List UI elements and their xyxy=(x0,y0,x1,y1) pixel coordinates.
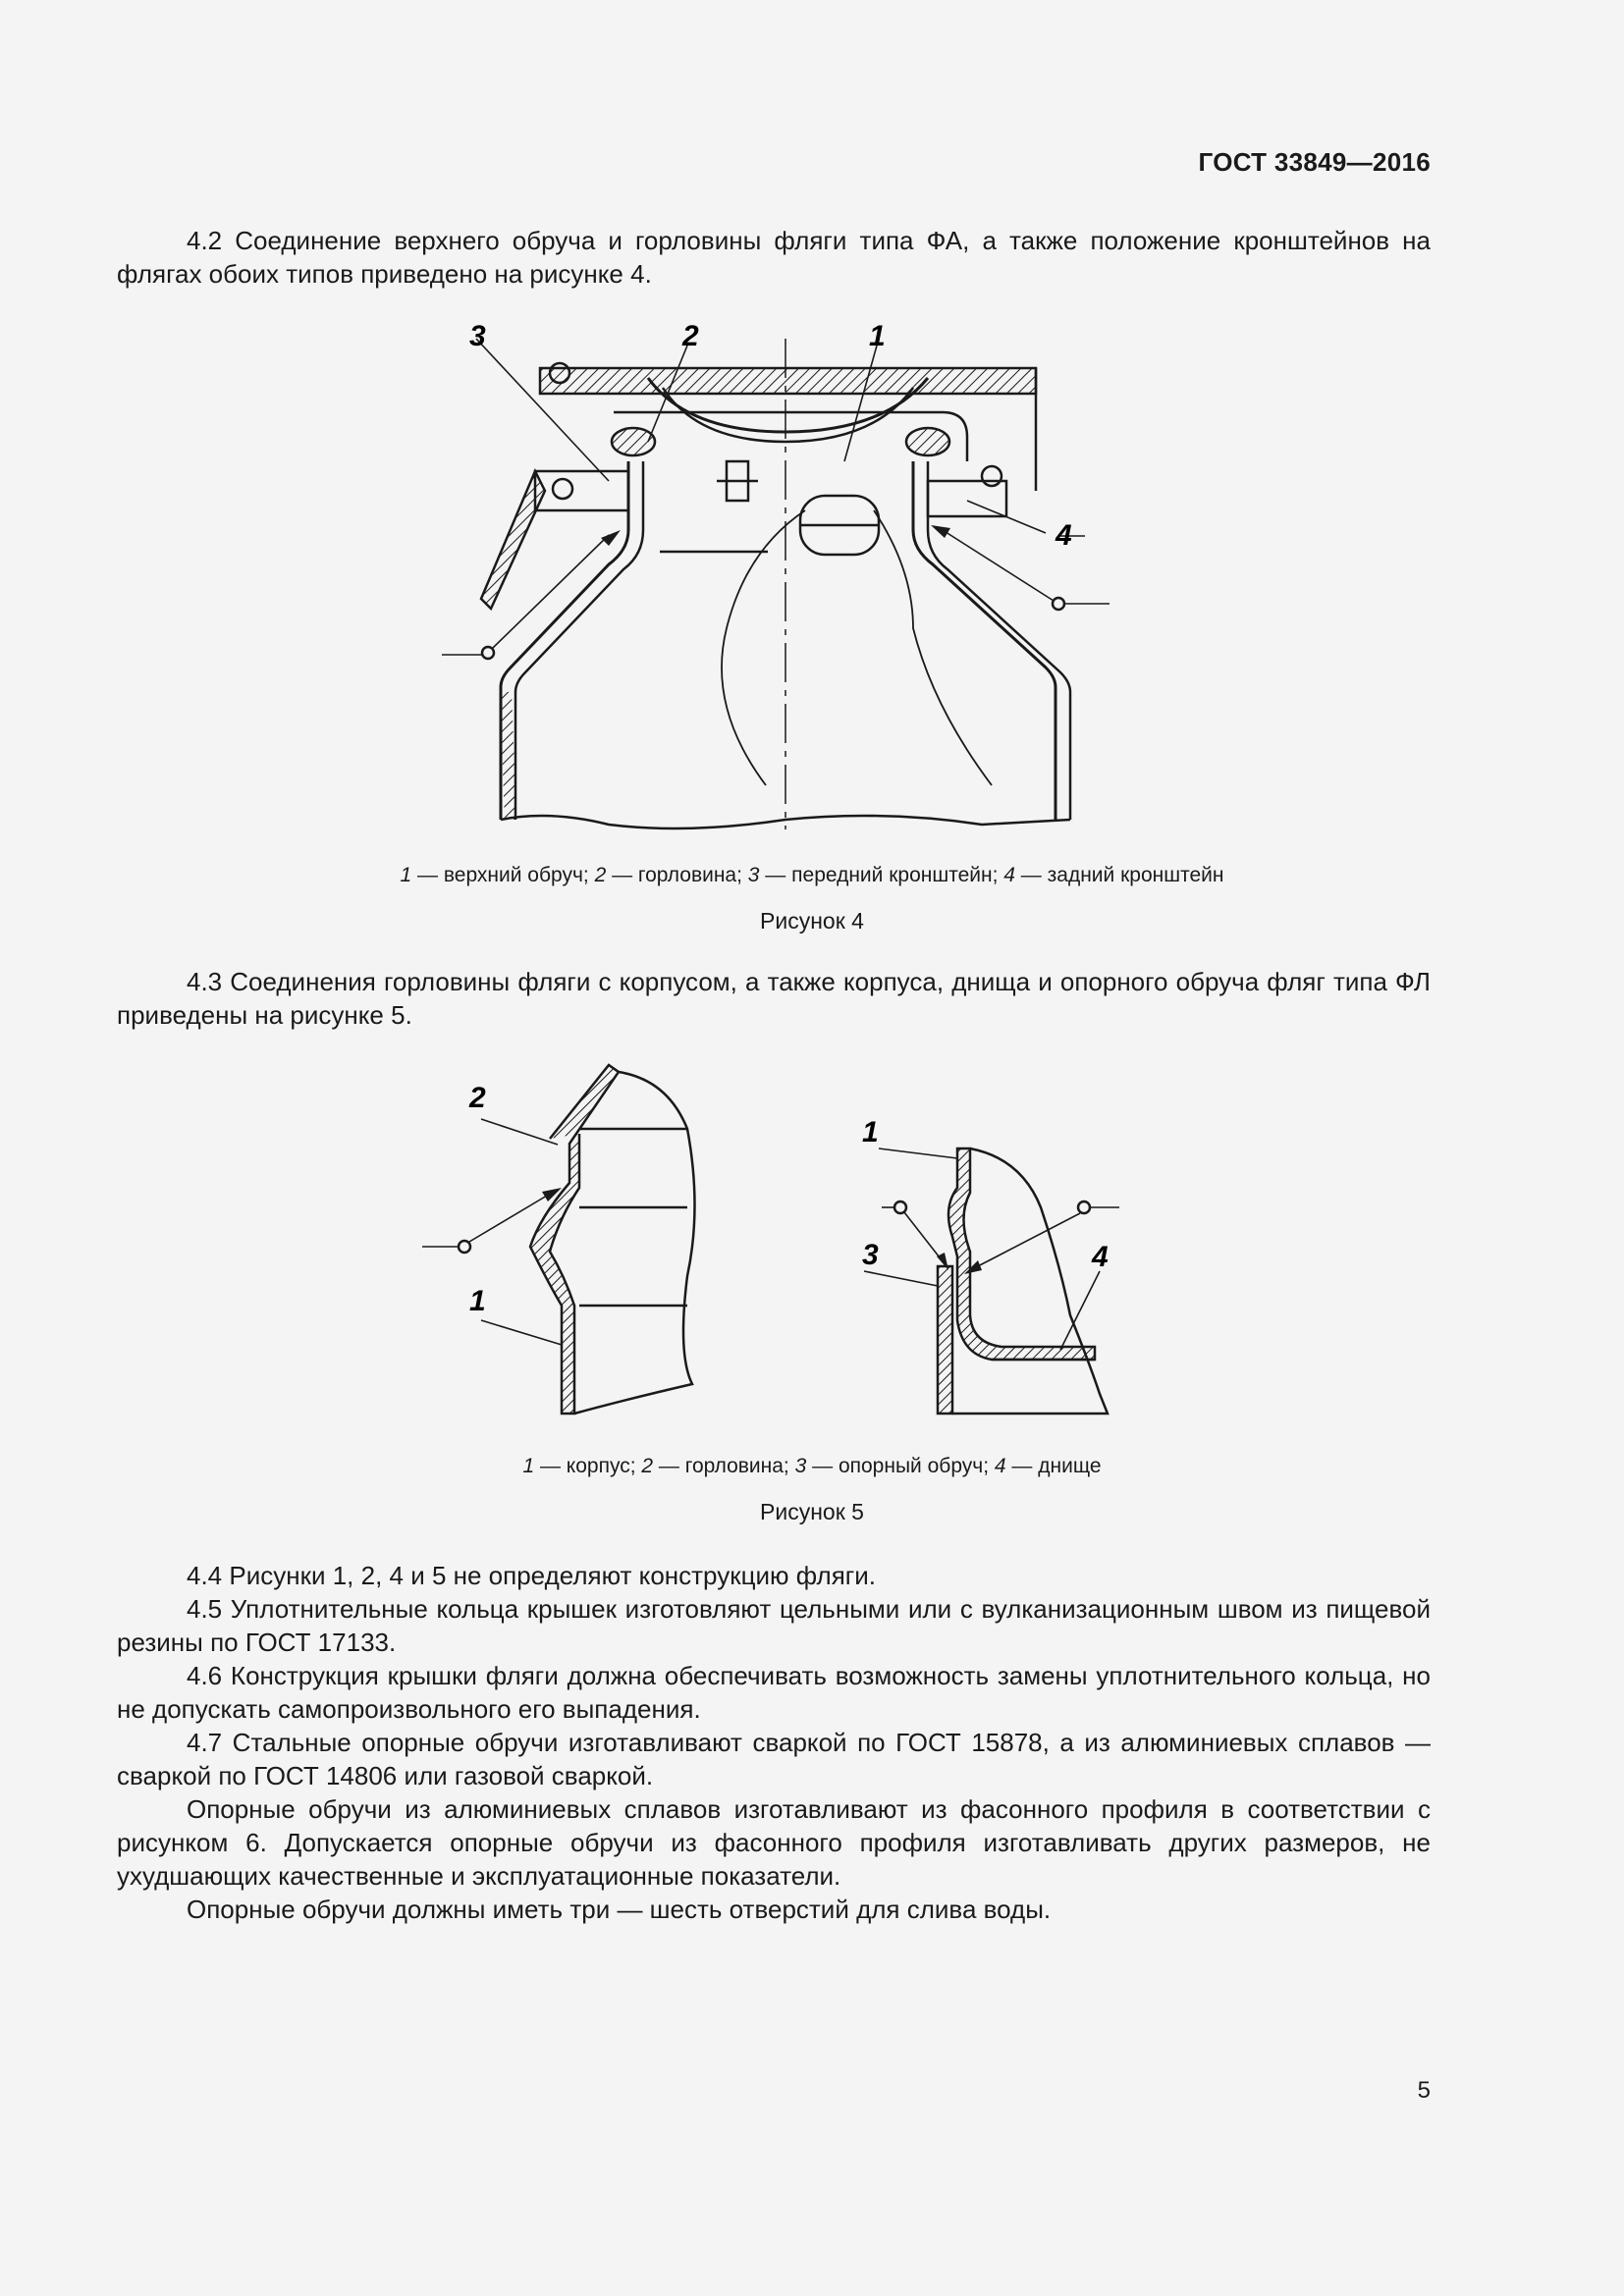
fig5-left-label-1: 1 xyxy=(469,1285,486,1317)
paragraph-4-3: 4.3 Соединения горловины фляги с корпусом, а также корпуса, днища и опорного обруча фляг типа ФЛ приведены на рисунке 5. xyxy=(117,967,1431,1030)
fig5-right-label-3: 3 xyxy=(862,1239,879,1271)
paragraph-profile: Опорные обручи из алюминиевых сплавов изготавливают из фасонного профиля в соответствии с рисунком 6. Допускается опорные обручи из фасонного профиля изготавливать других размеров, не ухудшающих качественные и эксплуатационные показатели. xyxy=(117,1794,1431,1891)
fig4-legend-text-2: — горловина; xyxy=(606,864,748,886)
fig5-legend-num-3: 3 xyxy=(794,1455,807,1477)
figure-4-drawing xyxy=(432,309,1139,839)
paragraph-4-5: 4.5 Уплотнительные кольца крышек изготовляют цельными или с вулканизационным швом из пищевой резины по ГОСТ 17133. xyxy=(117,1594,1431,1657)
fig4-label-2: 2 xyxy=(682,320,699,352)
fig4-legend-text-3: — передний кронштейн; xyxy=(759,864,1004,886)
fig4-label-1: 1 xyxy=(869,320,886,352)
fig5-legend-num-1: 1 xyxy=(522,1455,535,1477)
paragraph-4-7: 4.7 Стальные опорные обручи изготавливают сваркой по ГОСТ 15878, а из алюминиевых сплавов — сваркой по ГОСТ 14806 или газовой сваркой. xyxy=(117,1728,1431,1790)
fig5-right-label-4: 4 xyxy=(1092,1241,1109,1273)
fig4-legend-text-1: — верхний обруч; xyxy=(411,864,595,886)
figure-5-caption: Рисунок 5 xyxy=(760,1499,864,1524)
fig4-label-4: 4 xyxy=(1056,519,1072,552)
figure-5-legend xyxy=(0,1455,1624,1478)
fig5-legend-text-1: — корпус; xyxy=(534,1455,642,1477)
paragraph-holes: Опорные обручи должны иметь три — шесть отверстий для слива воды. xyxy=(187,1895,1052,1924)
fig5-right-label-1: 1 xyxy=(862,1116,879,1148)
fig4-legend-text-4: — задний кронштейн xyxy=(1014,864,1224,886)
fig5-legend-text-4: — днище xyxy=(1005,1455,1102,1477)
fig4-legend-num-1: 1 xyxy=(400,864,412,886)
fig4-label-3: 3 xyxy=(469,320,486,352)
fig5-legend-num-2: 2 xyxy=(641,1455,654,1477)
figure-4-caption: Рисунок 4 xyxy=(760,908,864,934)
fig4-legend-num-4: 4 xyxy=(1003,864,1015,886)
fig5-left-label-2: 2 xyxy=(469,1082,486,1114)
page-number: 5 xyxy=(1417,2077,1431,2104)
figure-5-drawing xyxy=(417,1050,1144,1433)
document-standard-id: ГОСТ 33849—2016 xyxy=(1198,147,1431,177)
paragraph-4-4: 4.4 Рисунки 1, 2, 4 и 5 не определяют конструкцию фляги. xyxy=(187,1561,877,1590)
figure-4-legend xyxy=(0,864,1624,887)
fig4-legend-num-2: 2 xyxy=(594,864,607,886)
fig5-legend-text-2: — горловина; xyxy=(653,1455,795,1477)
paragraph-4-6: 4.6 Конструкция крышки фляги должна обеспечивать возможность замены уплотнительного кольца, но не допускать самопроизвольного его выпадения. xyxy=(117,1661,1431,1724)
fig5-legend-text-3: — опорный обруч; xyxy=(806,1455,995,1477)
paragraph-4-2: 4.2 Соединение верхнего обруча и горловины фляги типа ФА, а также положение кронштейнов на флягах обоих типов приведено на рисунке 4. xyxy=(117,226,1431,289)
fig5-legend-num-4: 4 xyxy=(994,1455,1006,1477)
fig4-legend-num-3: 3 xyxy=(747,864,760,886)
